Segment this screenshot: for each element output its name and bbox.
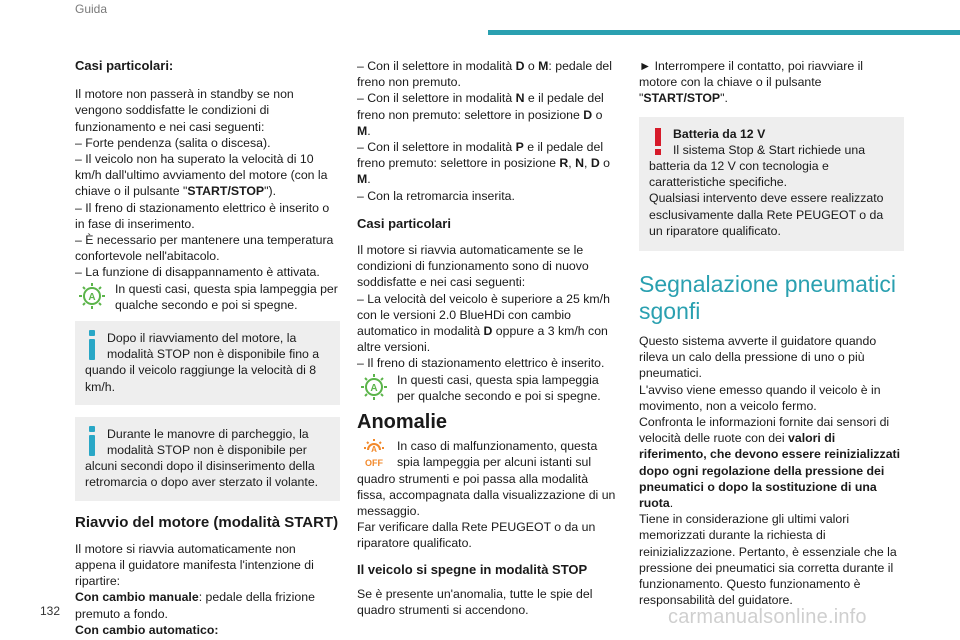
paragraph: Il motore si riavvia automaticamente non appena il guidatore manifesta l'intenzione di ripartire: <box>75 541 314 589</box>
list-item: – È necessario per mantenere una temperatura confortevole nell'abitacolo. <box>75 233 334 264</box>
list-item: – Con il selettore in modalità D o M: pedale del freno non premuto. <box>357 59 612 90</box>
list-item: – Il veicolo non ha superato la velocità di 10 km/h dall'ultimo avviamento del motore (con la chiave o il pulsante "START/STOP"). <box>75 152 328 199</box>
info-box-text: Dopo il riavviamento del motore, la modalità STOP non è disponibile fino a quando il veicolo raggiunge la velocità di 8 km/h. <box>85 331 320 394</box>
list-item: – Con la retromarcia inserita. <box>357 188 515 203</box>
info-icon <box>85 330 101 362</box>
paragraph: Il motore si riavvia automaticamente se le condizioni di funzionamento sono di nuovo soddisfatte e nei casi seguenti: <box>357 243 589 290</box>
watermark: carmanualsonline.info <box>668 606 867 628</box>
paragraph: In caso di malfunzionamento, questa spia lampeggia per alcuni istanti sul quadro strumenti e poi passa alla modalità fissa, accompagnata dalla visualizzazione di un messaggio. <box>357 439 616 519</box>
paragraph: Con cambio manuale: pedale della frizione premuto a fondo. <box>75 590 315 621</box>
running-header: Guida <box>75 2 108 16</box>
svg-text:A: A <box>371 445 377 455</box>
list-item: – Con il selettore in modalità P e il pedale del freno premuto: selettore in posizione R, N, D o M. <box>357 140 610 187</box>
paragraph: L'avviso viene emesso quando il veicolo è in movimento, non a veicolo fermo. <box>639 382 881 413</box>
column-1 <box>75 58 340 638</box>
chapter-title: Segnalazione pneumatici sgonfi <box>639 271 897 325</box>
warning-text: Il sistema Stop & Start richiede una batteria da 12 V con tecnologia e caratteristiche specifiche. <box>649 142 866 190</box>
icon-note <box>357 372 619 404</box>
header-accent-bar <box>488 30 960 35</box>
icon-note <box>357 438 619 519</box>
icon-note-text: In questi casi, questa spia lampeggia per qualche secondo e poi si spegne. <box>397 372 601 403</box>
list-item: – Con il selettore in modalità N e il pedale del freno non premuto: selettore in posizione D o M. <box>357 91 604 138</box>
paragraph: Questo sistema avverte il guidatore quando rileva un calo della pressione di uno o più pneumatici. <box>639 334 877 381</box>
warning-text: Qualsiasi intervento deve essere realizzato esclusivamente dalla Rete PEUGEOT o da un riparatore qualificato. <box>649 191 884 238</box>
arrow-icon: ► <box>639 59 652 73</box>
page-number: 132 <box>40 604 61 618</box>
warning-title: Batteria da 12 V <box>673 126 766 141</box>
stop-start-off-icon <box>357 438 391 468</box>
paragraph: Con cambio automatico: <box>75 622 219 637</box>
svg-text:A: A <box>370 382 378 394</box>
svg-text:A: A <box>88 291 96 303</box>
instruction-step: ► Interrompere il contatto, poi riavviare il motore con la chiave o il pulsante "START/STOP". <box>639 59 864 106</box>
section-heading: Anomalie <box>357 411 448 434</box>
list-item: – Il freno di stazionamento elettrico è inserito o in fase di inserimento. <box>75 200 330 231</box>
section-title: Casi particolari: <box>75 58 174 73</box>
stop-start-active-icon <box>75 281 109 311</box>
paragraph: Far verificare dalla Rete PEUGEOT o da un riparatore qualificato. <box>357 520 596 551</box>
info-box <box>75 417 340 501</box>
list-item: – La velocità del veicolo è superiore a 25 km/h con le versioni 2.0 BlueHDi con cambio automatico in modalità D oppure a 3 km/h con altre versioni. <box>357 291 610 355</box>
info-icon <box>85 426 101 458</box>
paragraph: Tiene in considerazione gli ultimi valori memorizzati durante la richiesta di reinizializzazione. Pertanto, è essenziale che la pressione dei pneumatici sia corretta durante il funzionamento. Questo funzionamento è responsabilità del guidatore. <box>639 512 897 608</box>
stop-start-active-icon <box>357 372 391 402</box>
info-box <box>75 321 340 405</box>
column-3 <box>639 58 904 608</box>
warning-box <box>639 117 904 251</box>
list-item: – La funzione di disappannamento è attivata. <box>75 265 320 280</box>
paragraph: Il motore non passerà in standby se non vengono soddisfatte le condizioni di funzionamento e nei casi seguenti: <box>75 87 294 134</box>
icon-note <box>75 281 340 313</box>
section-heading: Riavvio del motore (modalità START) <box>75 513 339 531</box>
list-item: – Il freno di stazionamento elettrico è inserito. <box>357 356 605 371</box>
section-heading: Il veicolo si spegne in modalità STOP <box>357 561 588 577</box>
paragraph: Confronta le informazioni fornite dai sensori di velocità delle ruote con dei valori di riferimento, che devono essere reinizializzati dopo ogni regolazione della pressione dei pneumatici o dopo la sostituzione di una ruota. <box>639 415 901 511</box>
paragraph: Se è presente un'anomalia, tutte le spie del quadro strumenti si accendono. <box>357 586 593 618</box>
column-2 <box>357 58 619 618</box>
warning-icon <box>651 126 665 156</box>
icon-note-text: In questi casi, questa spia lampeggia per qualche secondo e poi si spegne. <box>115 281 338 312</box>
list-item: – Forte pendenza (salita o discesa). <box>75 135 271 150</box>
info-box-text: Durante le manovre di parcheggio, la modalità STOP non è disponibile per alcuni secondi dopo il disinserimento della retromarcia o dopo aver sterzato il volante. <box>85 426 319 490</box>
section-heading: Casi particolari <box>357 215 451 231</box>
off-label: OFF <box>365 458 383 469</box>
